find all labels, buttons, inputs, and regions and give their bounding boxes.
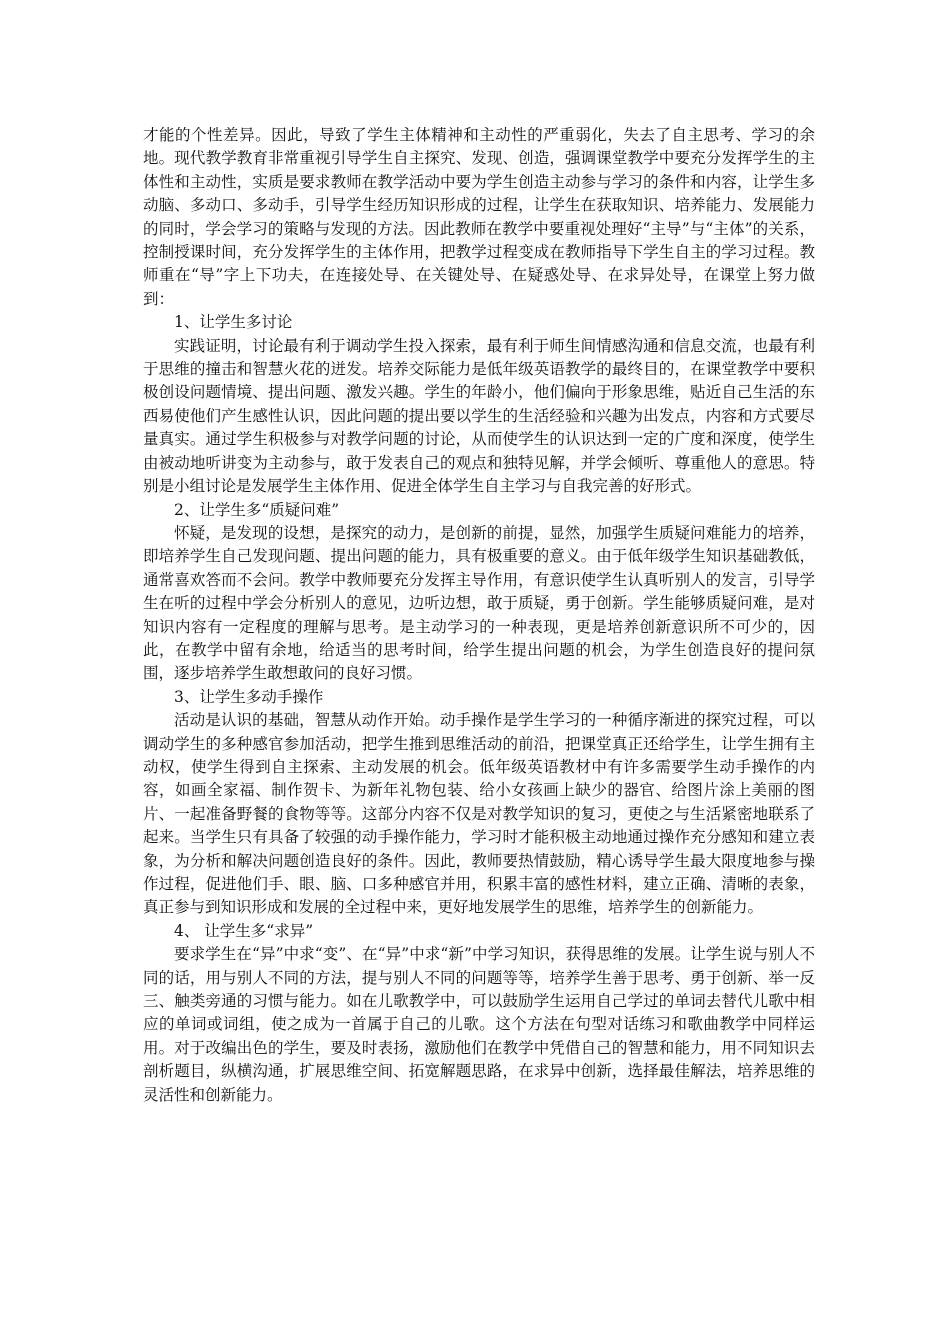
paragraph-questioning: 怀疑，是发现的设想，是探究的动力，是创新的前提，显然，加强学生质疑问难能力的培养，即培养学生自己发现问题、提出问题的能力，具有极重要的意义。由于低年级学生知识基础教低，通常喜欢答而不会问。教学中教师要充分发挥主导作用，有意识使学生认真听别人的发言，引导学生在听的过程中学会分析别人的意见，边听边想，敢于质疑，勇于创新。学生能够质疑问难，是对知识内容有一定程度的理解与思考。是主动学习的一种表现，更是培养创新意识所不可少的，因此，在教学中留有余地，给适当的思考时间，给学生提出问题的机会，为学生创造良好的提问氛围，逐步培养学生敢想敢问的良好习惯。 <box>143 523 815 683</box>
paragraph-hands-on: 活动是认识的基础，智慧从动作开始。动手操作是学生学习的一种循序渐进的探究过程，可以调动学生的多种感官参加活动，把学生推到思维活动的前沿，把课堂真正还给学生，让学生拥有主动权，使学生得到自主探索、主动发展的机会。低年级英语教材中有许多需要学生动手操作的内容，如画全家福、制作贺卡、为新年礼物包装、给小女孩画上缺少的器官、给图片涂上美丽的图片、一起准备野餐的食物等等。这部分内容不仅是对教学知识的复习，更使之与生活紧密地联系了起来。当学生只有具备了较强的动手操作能力，学习时才能积极主动地通过操作充分感知和建立表象，为分析和解决问题创造良好的条件。因此，教师要热情鼓励，精心诱导学生最大限度地参与操作过程，促进他们手、眼、脑、口多种感官并用，积累丰富的感性材料，建立正确、清晰的表象，真正参与到知识形成和发展的全过程中来，更好地发展学生的思维，培养学生的创新能力。 <box>143 711 815 917</box>
section-heading-seeking-difference: 4、 让学生多“求异” <box>174 921 314 940</box>
document-body <box>143 124 815 1107</box>
paragraph-intro: 才能的个性差异。因此，导致了学生主体精神和主动性的严重弱化，失去了自主思考、学习的余地。现代教学教育非常重视引导学生自主探究、发现、创造，强调课堂教学中要充分发挥学生的主体性和主动性，实质是要求教师在教学活动中要为学生创造主动参与学习的条件和内容，让学生多动脑、多动口、多动手，引导学生经历知识形成的过程，让学生在获取知识、培养能力、发展能力的同时，学会学习的策略与发现的方法。因此教师在教学中要重视处理好“主导”与“主体”的关系，控制授课时间，充分发挥学生的主体作用，把教学过程变成在教师指导下学生自主的学习过程。教师重在“导”字上下功夫，在连接处导、在关键处导、在疑惑处导、在求异处导，在课堂上努力做到： <box>143 126 815 308</box>
section-heading-hands-on: 3、让学生多动手操作 <box>174 687 324 706</box>
section-heading-questioning: 2、让学生多“质疑问难” <box>174 500 340 519</box>
paragraph-seeking-difference: 要求学生在“异”中求“变”、在“异”中求“新”中学习知识，获得思维的发展。让学生说与别人不同的话，用与别人不同的方法，提与别人不同的问题等等，培养学生善于思考、勇于创新、举一反三、触类旁通的习惯与能力。如在儿歌教学中，可以鼓励学生运用自己学过的单词去替代儿歌中相应的单词或词组，使之成为一首属于自己的儿歌。这个方法在句型对话练习和歌曲教学中同样运用。对于改编出色的学生，要及时表扬，激励他们在教学中凭借自己的智慧和能力，用不同知识去剖析题目，纵横沟通，扩展思维空间、拓宽解题思路，在求异中创新，选择最佳解法，培养思维的灵活性和创新能力。 <box>143 945 815 1104</box>
section-heading-discussion: 1、让学生多讨论 <box>174 313 293 332</box>
paragraph-discussion: 实践证明，讨论最有利于调动学生投入探索，最有利于师生间情感沟通和信息交流，也最有利于思维的撞击和智慧火花的迸发。培养交际能力是低年级英语教学的最终目的，在课堂教学中要积极创设问题情境、提出问题、激发兴趣。学生的年龄小，他们偏向于形象思维，贴近自己生活的东西易使他们产生感性认识，因此问题的提出要以学生的生活经验和兴趣为出发点，内容和方式要尽量真实。通过学生积极参与对教学问题的讨论，从而使学生的认识达到一定的广度和深度，使学生由被动地听讲变为主动参与，敢于发表自己的观点和独特见解，并学会倾听、尊重他人的意思。特别是小组讨论是发展学生主体作用、促进全体学生自主学习与自我完善的好形式。 <box>143 336 815 496</box>
